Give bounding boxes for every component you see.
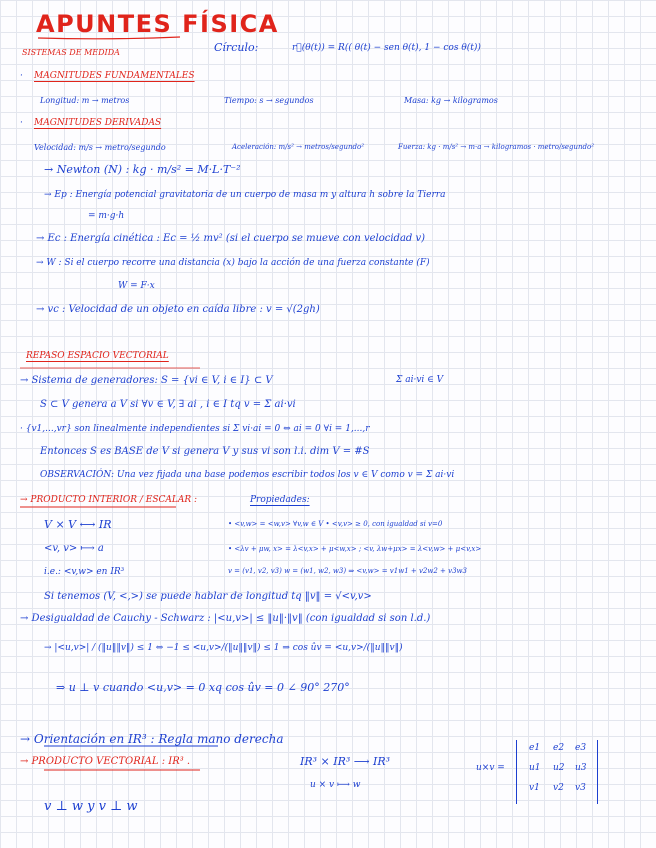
heading-producto-interior: → PRODUCTO INTERIOR / ESCALAR : <box>20 495 198 505</box>
pi-example-right: v = (v1, v2, v3) w = (w1, w2, w3) ⇒ <v,w> = v1w1 + v2w2 + v3w3 <box>228 567 467 575</box>
ep-formula: = m·g·h <box>88 211 125 221</box>
tiempo-line: Tiempo: s → segundos <box>224 96 314 105</box>
matrix-cell: e1 <box>529 743 541 753</box>
heading-magnitudes-fundamentales: MAGNITUDES FUNDAMENTALES <box>34 71 195 81</box>
velocidad-line: Velocidad: m/s → metro/segundo <box>34 143 166 152</box>
generadores-line: → Sistema de generadores: S = {vi ∈ V, i ∈ I} ⊂ V <box>20 375 273 386</box>
pi-map-line: V × V ⟷ IR <box>44 518 112 531</box>
li-line: · {v1,...,vr} son linealmente independientes si Σ vi·ai = 0 ⇔ ai = 0 ∀i = 1,...,r <box>20 424 370 434</box>
matrix-cell: u3 <box>575 763 587 773</box>
longitud-line: Longitud: m → metros <box>40 96 130 105</box>
matrix-cell: u2 <box>553 763 565 773</box>
perpendicular-line: ⇒ u ⊥ v cuando <u,v> = 0 xq cos ûv = 0 ∠ 90° 270° <box>56 681 350 694</box>
matrix-label: u×v = <box>476 763 505 773</box>
cauchy-line-2: → |<u,v>| / (‖u‖‖v‖) ≤ 1 ⇔ −1 ≤ <u,v>/(‖u‖‖v‖) ≤ 1 ⇒ cos ûv = <u,v>/(‖u‖‖v‖) <box>44 643 403 653</box>
bullet-dot: · <box>20 71 23 81</box>
masa-line: Masa: kg → kilogramos <box>404 96 498 105</box>
fuerza-line: Fuerza: kg · m/s² → m·a → kilogramos · metro/segundo² <box>398 143 595 151</box>
pi-property-2: • <λv + μw, x> = λ<v,x> + μ<w,x> ; <v, λw+μx> = λ<v,w> + μ<v,x> <box>228 545 482 553</box>
circle-label: Círculo: <box>214 41 259 54</box>
norma-line: Si tenemos (V, <,>) se puede hablar de longitud tq ‖v‖ = √<v,v> <box>44 591 372 602</box>
w-line: → W : Si el cuerpo recorre una distancia (x) bajo la acción de una fuerza constante (F) <box>36 258 430 268</box>
generadores-sum: Σ ai·vi ∈ V <box>396 375 444 385</box>
pi-map-line-2: <v, v> ⟼ a <box>44 543 104 554</box>
matrix-cell: v1 <box>529 783 540 793</box>
matrix-cell: e2 <box>553 743 565 753</box>
aceleracion-line: Aceleración: m/s² → metros/segundo² <box>232 143 365 151</box>
pv-map-line: IR³ × IR³ ⟶ IR³ <box>300 755 391 768</box>
newton-line: → Newton (N) : kg · m/s² = M·L·T⁻² <box>44 163 241 176</box>
observacion-line: OBSERVACIÓN: Una vez fijada una base podemos escribir todos los v ∈ V como v = Σ ai·vi <box>40 470 455 480</box>
ep-line: → Ep : Energía potencial gravitatoria de un cuerpo de masa m y altura h sobre la Tierra <box>44 190 446 200</box>
heading-magnitudes-derivadas: MAGNITUDES DERIVADAS <box>34 118 162 128</box>
circle-formula: r⃗(θ(t)) = R(( θ(t) − sen θ(t), 1 − cos θ(t)) <box>292 43 481 53</box>
matrix-cell: u1 <box>529 763 541 773</box>
w-formula: W = F·x <box>118 281 155 291</box>
matrix-cell: e3 <box>575 743 587 753</box>
matrix-cell: v2 <box>553 783 564 793</box>
ec-line: → Ec : Energía cinética : Ec = ½ mv² (si el cuerpo se mueve con velocidad v) <box>36 233 426 244</box>
heading-sistemas-medida: SISTEMAS DE MEDIDA <box>22 48 120 57</box>
pv-map-line-2: u × v ⟼ w <box>310 780 361 790</box>
heading-producto-vectorial: → PRODUCTO VECTORIAL : IR³ . <box>20 756 191 767</box>
vc-line: → vc : Velocidad de un objeto en caída libre : v = √(2gh) <box>36 304 320 315</box>
matrix-cell: v3 <box>575 783 586 793</box>
propiedades-label: Propiedades: <box>250 495 310 505</box>
genera-line: S ⊂ V genera a V si ∀v ∈ V, ∃ ai , i ∈ I tq v = Σ ai·vi <box>40 399 296 410</box>
base-line: Entonces S es BASE de V si genera V y sus vi son l.i. dim V = #S <box>40 446 370 457</box>
pi-example-left: i.e.: <v,w> en IR³ <box>44 567 125 577</box>
page-title: APUNTES FÍSICA <box>36 10 279 38</box>
cauchy-line: → Desigualdad de Cauchy - Schwarz : |<u,v>| ≤ ‖u‖·‖v‖ (con igualdad si son l.d.) <box>20 613 431 624</box>
pi-property-1: • <v,w> = <w,v> ∀v,w ∈ V • <v,v> ≥ 0, con igualdad si v=0 <box>228 520 443 528</box>
orientacion-line: → Orientación en IR³ : Regla mano derecha <box>20 732 284 746</box>
heading-repaso-espacio-vectorial: REPASO ESPACIO VECTORIAL <box>26 351 169 361</box>
bullet-dot: · <box>20 118 23 128</box>
ortogonal-line: v ⊥ w y v ⊥ w <box>44 799 138 814</box>
title-underline <box>38 37 180 39</box>
